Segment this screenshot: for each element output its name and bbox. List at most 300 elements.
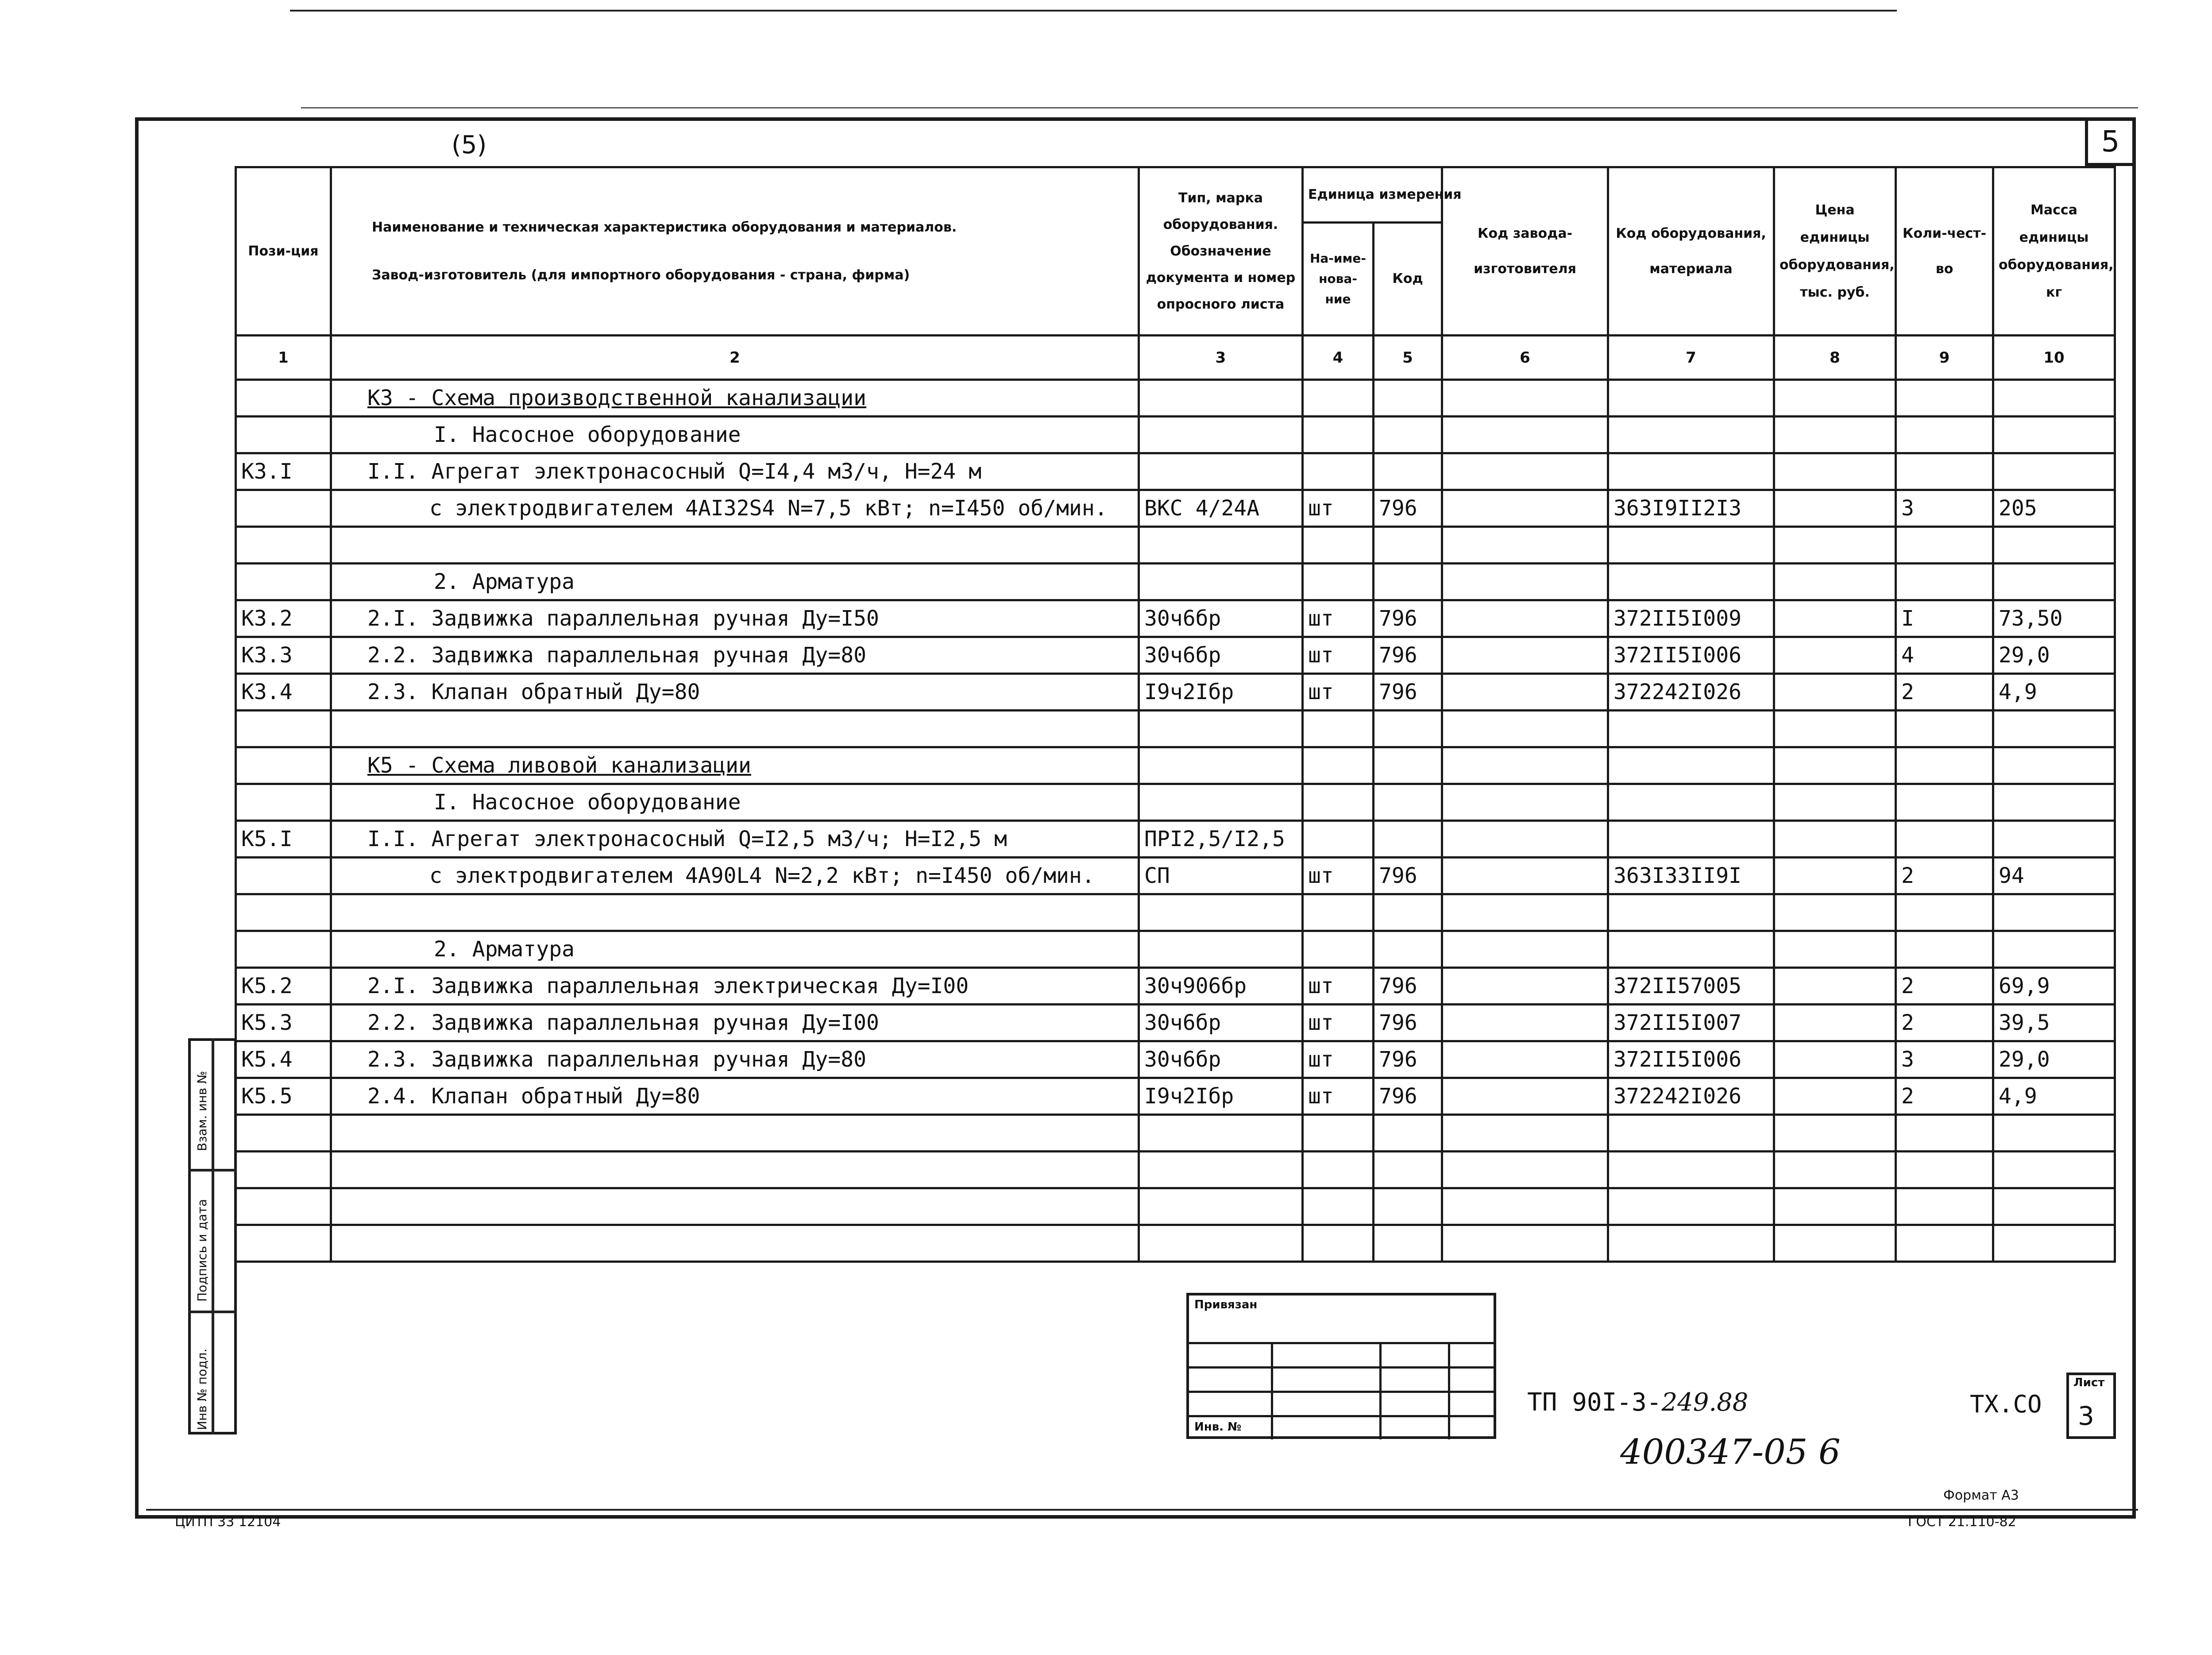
- side-strip-divider: [212, 1038, 214, 1435]
- list-box: [2066, 1373, 2116, 1439]
- pos-cell: [236, 1225, 331, 1262]
- table-row: [236, 1152, 2115, 1188]
- document-code: ТХ.СО: [1970, 1390, 2042, 1418]
- pos-cell: [236, 1152, 331, 1188]
- pos-cell: [236, 564, 331, 600]
- name-cell: с электродвигателем 4АI32S4 N=7,5 кВт; n=I450 об/мин.: [331, 490, 1139, 527]
- unit-cell: шт: [1303, 600, 1374, 637]
- name-cell: 2.3. Клапан обратный Ду=80: [331, 674, 1139, 711]
- mass-cell: 39,5: [1993, 1005, 2115, 1041]
- mfr-code-cell: [1442, 931, 1608, 968]
- unit-cell: [1303, 821, 1374, 858]
- unit-code-cell: [1374, 1225, 1442, 1262]
- unit-cell: [1303, 1152, 1374, 1188]
- stamp-title: Привязан: [1194, 1298, 1258, 1311]
- col-header-name-line1: Наименование и техническая характеристика оборудования и материалов.: [372, 219, 957, 235]
- type-cell: [1139, 1115, 1303, 1152]
- price-cell: [1774, 1078, 1896, 1115]
- unit-cell: шт: [1303, 1005, 1374, 1041]
- name-cell: 2. Арматура: [331, 564, 1139, 600]
- price-cell: [1774, 1041, 1896, 1078]
- pos-cell: К3.2: [236, 600, 331, 637]
- name-cell: 2.I. Задвижка параллельная ручная Ду=I50: [331, 600, 1139, 637]
- price-cell: [1774, 380, 1896, 417]
- sheet-number: 5: [2085, 117, 2136, 166]
- equip-code-cell: [1608, 417, 1774, 453]
- price-cell: [1774, 858, 1896, 894]
- pos-cell: К3.3: [236, 637, 331, 674]
- pos-cell: К5.3: [236, 1005, 331, 1041]
- qty-cell: 2: [1896, 858, 1993, 894]
- unit-code-cell: [1374, 747, 1442, 784]
- price-cell: [1774, 821, 1896, 858]
- col-header-unit-group: Единица измерения: [1303, 167, 1442, 223]
- name-cell: К5 - Схема ливовой канализации: [331, 747, 1139, 784]
- document-number-handwritten: 249.88: [1661, 1388, 1749, 1417]
- name-cell: [331, 1225, 1139, 1262]
- pos-cell: К5.I: [236, 821, 331, 858]
- pos-cell: К5.4: [236, 1041, 331, 1078]
- equip-code-cell: 372II57005: [1608, 968, 1774, 1005]
- side-label-replace: Взам. инв №: [195, 1071, 209, 1151]
- mfr-code-cell: [1442, 600, 1608, 637]
- qty-cell: [1896, 453, 1993, 490]
- pos-cell: К5.2: [236, 968, 331, 1005]
- mass-cell: [1993, 1152, 2115, 1188]
- type-cell: 30ч906бр: [1139, 968, 1303, 1005]
- equip-code-cell: 372242I026: [1608, 674, 1774, 711]
- price-cell: [1774, 894, 1896, 931]
- mfr-code-cell: [1442, 564, 1608, 600]
- unit-code-cell: 796: [1374, 858, 1442, 894]
- unit-code-cell: 796: [1374, 1005, 1442, 1041]
- price-cell: [1774, 784, 1896, 821]
- table-row: [236, 637, 2115, 674]
- unit-cell: шт: [1303, 674, 1374, 711]
- mass-cell: [1993, 453, 2115, 490]
- pos-cell: [236, 380, 331, 417]
- type-cell: 30ч6бр: [1139, 1005, 1303, 1041]
- equip-code-cell: 363I9II2I3: [1608, 490, 1774, 527]
- col-number: 6: [1442, 336, 1608, 380]
- unit-cell: [1303, 453, 1374, 490]
- price-cell: [1774, 674, 1896, 711]
- type-cell: [1139, 931, 1303, 968]
- type-cell: 30ч6бр: [1139, 1041, 1303, 1078]
- unit-cell: [1303, 1188, 1374, 1225]
- table-row: [236, 417, 2115, 453]
- unit-cell: [1303, 527, 1374, 564]
- unit-cell: шт: [1303, 968, 1374, 1005]
- unit-code-cell: [1374, 1115, 1442, 1152]
- name-cell: I. Насосное оборудование: [331, 417, 1139, 453]
- unit-code-cell: 796: [1374, 968, 1442, 1005]
- qty-cell: [1896, 380, 1993, 417]
- equip-code-cell: 372II5I009: [1608, 600, 1774, 637]
- unit-code-cell: [1374, 711, 1442, 747]
- unit-code-cell: [1374, 453, 1442, 490]
- unit-cell: [1303, 894, 1374, 931]
- price-cell: [1774, 490, 1896, 527]
- document-number: [1527, 1388, 1748, 1417]
- type-cell: [1139, 747, 1303, 784]
- pos-cell: К3.4: [236, 674, 331, 711]
- equip-code-cell: [1608, 453, 1774, 490]
- mfr-code-cell: [1442, 453, 1608, 490]
- mass-cell: [1993, 711, 2115, 747]
- equip-code-cell: [1608, 894, 1774, 931]
- table-row: [236, 1005, 2115, 1041]
- sheet-top-label: (5): [452, 131, 487, 159]
- mfr-code-cell: [1442, 784, 1608, 821]
- table-row: [236, 564, 2115, 600]
- table-row: [236, 711, 2115, 747]
- table-row: [236, 1041, 2115, 1078]
- document-number-printed: ТП 90I-3-: [1527, 1388, 1662, 1417]
- qty-cell: [1896, 1152, 1993, 1188]
- price-cell: [1774, 1005, 1896, 1041]
- type-cell: 30ч6бр: [1139, 600, 1303, 637]
- mass-cell: 4,9: [1993, 674, 2115, 711]
- type-cell: [1139, 417, 1303, 453]
- qty-cell: 3: [1896, 1041, 1993, 1078]
- mfr-code-cell: [1442, 1041, 1608, 1078]
- name-cell: 2.I. Задвижка параллельная электрическая Ду=I00: [331, 968, 1139, 1005]
- equip-code-cell: [1608, 711, 1774, 747]
- binding-stamp: [1186, 1293, 1496, 1439]
- mfr-code-cell: [1442, 858, 1608, 894]
- type-cell: [1139, 527, 1303, 564]
- mass-cell: [1993, 931, 2115, 968]
- col-header-unit-code: Код: [1374, 223, 1442, 336]
- name-cell: I. Насосное оборудование: [331, 784, 1139, 821]
- col-header-qty: Коли-чест-во: [1896, 167, 1993, 336]
- type-cell: [1139, 564, 1303, 600]
- qty-cell: [1896, 1115, 1993, 1152]
- name-cell: [331, 1152, 1139, 1188]
- equip-code-cell: [1608, 1188, 1774, 1225]
- name-cell: [331, 894, 1139, 931]
- price-cell: [1774, 417, 1896, 453]
- col-header-mass: Масса единицы оборудования, кг: [1993, 167, 2115, 336]
- table-row: [236, 931, 2115, 968]
- pos-cell: [236, 931, 331, 968]
- equip-code-cell: 372II5I006: [1608, 637, 1774, 674]
- name-cell: 2. Арматура: [331, 931, 1139, 968]
- equip-code-cell: [1608, 564, 1774, 600]
- type-cell: [1139, 784, 1303, 821]
- type-cell: I9ч2Iбр: [1139, 674, 1303, 711]
- unit-cell: [1303, 1115, 1374, 1152]
- col-number: 10: [1993, 336, 2115, 380]
- unit-cell: [1303, 1225, 1374, 1262]
- name-cell: [331, 527, 1139, 564]
- price-cell: [1774, 1225, 1896, 1262]
- mfr-code-cell: [1442, 674, 1608, 711]
- mass-cell: [1993, 564, 2115, 600]
- unit-code-cell: [1374, 784, 1442, 821]
- unit-code-cell: 796: [1374, 1078, 1442, 1115]
- type-cell: СП: [1139, 858, 1303, 894]
- name-cell: с электродвигателем 4А90L4 N=2,2 кВт; n=I450 об/мин.: [331, 858, 1139, 894]
- col-header-mfr-code: Код завода-изготовителя: [1442, 167, 1608, 336]
- mass-cell: [1993, 894, 2115, 931]
- name-cell: К3 - Схема производственной канализации: [331, 380, 1139, 417]
- equip-code-cell: [1608, 1152, 1774, 1188]
- name-cell: [331, 1188, 1139, 1225]
- col-header-type: Тип, марка оборудования. Обозначение документа и номер опросного листа: [1139, 167, 1303, 336]
- equip-code-cell: [1608, 784, 1774, 821]
- top-rule: [290, 10, 1897, 12]
- unit-code-cell: [1374, 894, 1442, 931]
- name-cell: 2.4. Клапан обратный Ду=80: [331, 1078, 1139, 1115]
- mfr-code-cell: [1442, 1005, 1608, 1041]
- pos-cell: [236, 527, 331, 564]
- mass-cell: [1993, 380, 2115, 417]
- name-cell: 2.3. Задвижка параллельная ручная Ду=80: [331, 1041, 1139, 1078]
- pos-cell: [236, 784, 331, 821]
- price-cell: [1774, 637, 1896, 674]
- qty-cell: [1896, 931, 1993, 968]
- table-row: [236, 784, 2115, 821]
- qty-cell: [1896, 711, 1993, 747]
- price-cell: [1774, 711, 1896, 747]
- unit-cell: [1303, 784, 1374, 821]
- mass-cell: 205: [1993, 490, 2115, 527]
- format-label: Формат А3: [1943, 1488, 2019, 1503]
- equip-code-cell: [1608, 747, 1774, 784]
- table-row: [236, 1078, 2115, 1115]
- table-row: [236, 858, 2115, 894]
- table-row: [236, 821, 2115, 858]
- equip-code-cell: [1608, 527, 1774, 564]
- price-cell: [1774, 564, 1896, 600]
- equip-code-cell: [1608, 931, 1774, 968]
- price-cell: [1774, 1115, 1896, 1152]
- equip-code-cell: [1608, 1115, 1774, 1152]
- unit-cell: шт: [1303, 1078, 1374, 1115]
- type-cell: I9ч2Iбр: [1139, 1078, 1303, 1115]
- table-row: [236, 747, 2115, 784]
- mfr-code-cell: [1442, 1188, 1608, 1225]
- type-cell: [1139, 1152, 1303, 1188]
- mfr-code-cell: [1442, 1078, 1608, 1115]
- unit-cell: [1303, 747, 1374, 784]
- type-cell: [1139, 1188, 1303, 1225]
- pos-cell: [236, 894, 331, 931]
- table-body: [236, 380, 2115, 1262]
- qty-cell: [1896, 1225, 1993, 1262]
- price-cell: [1774, 453, 1896, 490]
- mfr-code-cell: [1442, 821, 1608, 858]
- qty-cell: 2: [1896, 1078, 1993, 1115]
- equip-code-cell: 372II5I006: [1608, 1041, 1774, 1078]
- unit-code-cell: [1374, 564, 1442, 600]
- price-cell: [1774, 527, 1896, 564]
- name-cell: I.I. Агрегат электронасосный Q=I2,5 м3/ч; Н=I2,5 м: [331, 821, 1139, 858]
- list-label: Лист: [2073, 1376, 2105, 1389]
- mass-cell: [1993, 821, 2115, 858]
- unit-code-cell: 796: [1374, 1041, 1442, 1078]
- mass-cell: [1993, 527, 2115, 564]
- price-cell: [1774, 931, 1896, 968]
- price-cell: [1774, 968, 1896, 1005]
- col-number: 2: [331, 336, 1139, 380]
- mfr-code-cell: [1442, 711, 1608, 747]
- mfr-code-cell: [1442, 1225, 1608, 1262]
- unit-cell: шт: [1303, 1041, 1374, 1078]
- pos-cell: [236, 858, 331, 894]
- type-cell: ВКС 4/24А: [1139, 490, 1303, 527]
- mass-cell: 29,0: [1993, 637, 2115, 674]
- pos-cell: К3.I: [236, 453, 331, 490]
- type-cell: [1139, 1225, 1303, 1262]
- specification-table: [235, 166, 2116, 1263]
- top-rule-2: [301, 107, 2138, 108]
- unit-code-cell: [1374, 1188, 1442, 1225]
- equip-code-cell: [1608, 1225, 1774, 1262]
- qty-cell: [1896, 1188, 1993, 1225]
- mfr-code-cell: [1442, 1152, 1608, 1188]
- table-row: [236, 453, 2115, 490]
- mass-cell: [1993, 1115, 2115, 1152]
- table-row: [236, 600, 2115, 637]
- column-number-row: [236, 336, 2115, 380]
- table-row: [236, 1225, 2115, 1262]
- col-number: 3: [1139, 336, 1303, 380]
- qty-cell: [1896, 747, 1993, 784]
- stamp-inv-label: Инв. №: [1194, 1420, 1242, 1434]
- mfr-code-cell: [1442, 637, 1608, 674]
- mass-cell: [1993, 784, 2115, 821]
- mass-cell: [1993, 417, 2115, 453]
- unit-cell: [1303, 931, 1374, 968]
- list-value: 3: [2078, 1401, 2094, 1431]
- qty-cell: [1896, 894, 1993, 931]
- price-cell: [1774, 600, 1896, 637]
- qty-cell: 3: [1896, 490, 1993, 527]
- qty-cell: [1896, 564, 1993, 600]
- mfr-code-cell: [1442, 380, 1608, 417]
- table-row: [236, 380, 2115, 417]
- mfr-code-cell: [1442, 490, 1608, 527]
- mass-cell: 94: [1993, 858, 2115, 894]
- unit-code-cell: 796: [1374, 600, 1442, 637]
- mfr-code-cell: [1442, 747, 1608, 784]
- mass-cell: 73,50: [1993, 600, 2115, 637]
- type-cell: [1139, 380, 1303, 417]
- mfr-code-cell: [1442, 527, 1608, 564]
- mfr-code-cell: [1442, 417, 1608, 453]
- name-cell: I.I. Агрегат электронасосный Q=I4,4 м3/ч, Н=24 м: [331, 453, 1139, 490]
- qty-cell: [1896, 821, 1993, 858]
- table-row: [236, 527, 2115, 564]
- type-cell: [1139, 894, 1303, 931]
- unit-cell: [1303, 380, 1374, 417]
- unit-cell: [1303, 564, 1374, 600]
- col-number: 9: [1896, 336, 1993, 380]
- mfr-code-cell: [1442, 894, 1608, 931]
- qty-cell: 4: [1896, 637, 1993, 674]
- table-row: [236, 1115, 2115, 1152]
- col-number: 4: [1303, 336, 1374, 380]
- col-number: 1: [236, 336, 331, 380]
- unit-code-cell: [1374, 417, 1442, 453]
- table-row: [236, 490, 2115, 527]
- name-cell: 2.2. Задвижка параллельная ручная Ду=I00: [331, 1005, 1139, 1041]
- col-header-price: Цена единицы оборудования, тыс. руб.: [1774, 167, 1896, 336]
- col-header-equip-code: Код оборудования, материала: [1608, 167, 1774, 336]
- gost-label: ГОСТ 21.110-82: [1908, 1514, 2016, 1530]
- qty-cell: 2: [1896, 968, 1993, 1005]
- name-cell: 2.2. Задвижка параллельная ручная Ду=80: [331, 637, 1139, 674]
- unit-code-cell: [1374, 380, 1442, 417]
- col-header-name: [331, 167, 1139, 336]
- pos-cell: К5.5: [236, 1078, 331, 1115]
- pos-cell: [236, 711, 331, 747]
- qty-cell: [1896, 417, 1993, 453]
- mass-cell: [1993, 1188, 2115, 1225]
- table-row: [236, 674, 2115, 711]
- mfr-code-cell: [1442, 1115, 1608, 1152]
- table-row: [236, 894, 2115, 931]
- qty-cell: [1896, 784, 1993, 821]
- price-cell: [1774, 747, 1896, 784]
- qty-cell: 2: [1896, 674, 1993, 711]
- qty-cell: [1896, 527, 1993, 564]
- price-cell: [1774, 1188, 1896, 1225]
- side-label-sign: Подпись и дата: [195, 1199, 209, 1302]
- unit-code-cell: [1374, 527, 1442, 564]
- type-cell: [1139, 453, 1303, 490]
- mass-cell: [1993, 1225, 2115, 1262]
- unit-code-cell: 796: [1374, 490, 1442, 527]
- unit-code-cell: [1374, 931, 1442, 968]
- pos-cell: [236, 490, 331, 527]
- col-header-pos: Пози-ция: [236, 167, 331, 336]
- pos-cell: [236, 1188, 331, 1225]
- unit-cell: шт: [1303, 490, 1374, 527]
- side-label-inv: Инв № подл.: [195, 1348, 209, 1430]
- mass-cell: 4,9: [1993, 1078, 2115, 1115]
- col-header-unit-name: На-име-нова-ние: [1303, 223, 1374, 336]
- equip-code-cell: 363I33II9I: [1608, 858, 1774, 894]
- table-row: [236, 1188, 2115, 1225]
- col-number: 7: [1608, 336, 1774, 380]
- handwritten-archive-number: 400347-05 6: [1620, 1432, 1841, 1472]
- type-cell: ПРI2,5/I2,5: [1139, 821, 1303, 858]
- unit-code-cell: 796: [1374, 674, 1442, 711]
- col-number: 8: [1774, 336, 1896, 380]
- name-cell: [331, 711, 1139, 747]
- unit-code-cell: [1374, 1152, 1442, 1188]
- mass-cell: 69,9: [1993, 968, 2115, 1005]
- qty-cell: 2: [1896, 1005, 1993, 1041]
- equip-code-cell: [1608, 380, 1774, 417]
- pos-cell: [236, 747, 331, 784]
- unit-cell: [1303, 711, 1374, 747]
- mass-cell: 29,0: [1993, 1041, 2115, 1078]
- table-row: [236, 968, 2115, 1005]
- unit-code-cell: 796: [1374, 637, 1442, 674]
- equip-code-cell: 372242I026: [1608, 1078, 1774, 1115]
- pos-cell: [236, 1115, 331, 1152]
- printer-label: ЦИТП 33 12104: [175, 1514, 281, 1530]
- qty-cell: I: [1896, 600, 1993, 637]
- pos-cell: [236, 417, 331, 453]
- unit-cell: [1303, 417, 1374, 453]
- mfr-code-cell: [1442, 968, 1608, 1005]
